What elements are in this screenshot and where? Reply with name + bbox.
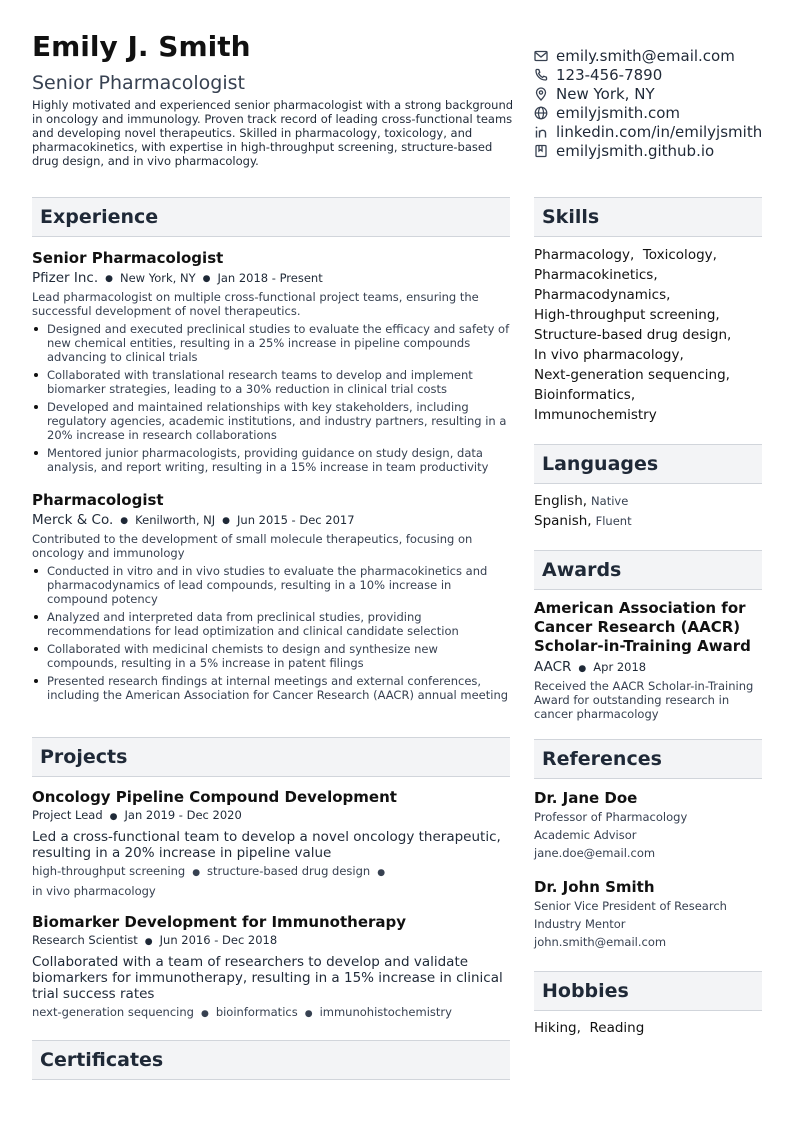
award-meta: AACR ● Apr 2018 — [534, 659, 647, 675]
bullet-item: Collaborated with medicinal chemists to design and synthesize new compounds, resulting in a 5% increase in patent filings — [32, 642, 510, 670]
job-title: Senior Pharmacologist — [32, 249, 224, 267]
project-meta: Project Lead ● Jan 2019 - Dec 2020 — [32, 808, 242, 822]
contact-location — [534, 84, 790, 103]
project-role: Research Scientist — [32, 933, 138, 947]
skills-list — [534, 245, 764, 425]
github-text: emilyjsmith.github.io — [556, 141, 715, 160]
bullet-item: Presented research findings at internal meetings and external conferences, including the American Association for Cancer Research (AACR) annual meeting — [32, 674, 510, 702]
job-company: Merck & Co. — [32, 512, 114, 528]
job-description: Contributed to the development of small molecule therapeutics, focusing on oncology and immunology — [32, 532, 473, 560]
hobbies-heading: Hobbies — [534, 971, 762, 1011]
globe-icon — [534, 106, 548, 120]
contact-phone[interactable] — [534, 65, 790, 84]
project-dates: Jan 2019 - Dec 2020 — [124, 808, 242, 822]
bullet-item: Conducted in vitro and in vivo studies to evaluate the pharmacokinetics and pharmacodynamics of lead compounds, resulting in a 10% increase in compound potency — [32, 564, 510, 606]
certificates-heading: Certificates — [32, 1040, 510, 1080]
language-name: English, — [534, 493, 588, 509]
projects-heading: Projects — [32, 737, 510, 777]
project-entry — [32, 912, 510, 1023]
job-location: Kenilworth, NJ — [135, 513, 216, 527]
reference-relation: Academic Advisor — [534, 828, 637, 842]
job-bullets — [32, 564, 510, 702]
phone-icon — [534, 68, 548, 82]
project-tag: high-throughput screening — [32, 864, 186, 878]
project-entry — [32, 787, 510, 900]
candidate-name: Emily J. Smith — [32, 30, 251, 63]
skill-item: High-throughput screening, — [534, 307, 720, 323]
award-title: American Association for Cancer Research (AACR) Scholar-in-Training Award — [534, 599, 751, 655]
linkedin-icon — [534, 125, 548, 139]
project-tags: next-generation sequencing ● bioinformatics ● immunohistochemistry — [32, 1005, 452, 1019]
hobby-item: Reading — [589, 1020, 645, 1036]
contact-list — [534, 46, 790, 160]
skill-item: Structure-based drug design, — [534, 327, 732, 343]
skill-item: Pharmacology, — [534, 247, 635, 263]
languages-list — [534, 491, 764, 531]
experience-entry — [32, 248, 510, 478]
award-entry — [534, 599, 764, 721]
job-location: New York, NY — [120, 271, 196, 285]
award-description: Received the AACR Scholar-in-Training Award for outstanding research in cancer pharmacology — [534, 679, 754, 721]
project-description: Led a cross-functional team to develop a novel oncology therapeutic, resulting in a 20% increase in pipeline value — [32, 829, 501, 861]
experience-heading: Experience — [32, 197, 510, 237]
language-item — [534, 491, 764, 511]
project-role: Project Lead — [32, 808, 103, 822]
bullet-item: Collaborated with translational research teams to develop and implement biomarker strategies, leading to a 30% reduction in clinical trial costs — [32, 368, 510, 396]
job-company: Pfizer Inc. — [32, 270, 99, 286]
project-tag: immunohistochemistry — [319, 1005, 452, 1019]
reference-name: Dr. Jane Doe — [534, 789, 638, 807]
reference-entry — [534, 877, 764, 951]
skill-item: Toxicology, — [642, 247, 717, 263]
language-item — [534, 511, 764, 531]
map-pin-icon — [534, 87, 548, 101]
skill-item: Pharmacodynamics, — [534, 287, 671, 303]
project-meta: Research Scientist ● Jun 2016 - Dec 2018 — [32, 933, 278, 947]
candidate-title: Senior Pharmacologist — [32, 72, 245, 94]
project-description: Collaborated with a team of researchers to develop and validate biomarkers for immunotherapy, resulting in a 15% increase in clinical trial success rates — [32, 954, 503, 1002]
project-tag: structure-based drug design — [207, 864, 371, 878]
project-tag: bioinformatics — [215, 1005, 298, 1019]
skill-item: Next-generation sequencing, — [534, 367, 730, 383]
award-date: Apr 2018 — [593, 660, 647, 674]
bookmark-icon — [534, 144, 548, 158]
bullet-item: Designed and executed preclinical studies to evaluate the efficacy and safety of new chemical entities, resulting in a 25% increase in pipeline compounds advancing to clinical trials — [32, 322, 510, 364]
languages-heading: Languages — [534, 444, 762, 484]
phone-text: 123-456-7890 — [556, 65, 663, 84]
job-title: Pharmacologist — [32, 491, 164, 509]
reference-email[interactable]: jane.doe@email.com — [534, 846, 656, 860]
bullet-item: Developed and maintained relationships with key stakeholders, including regulatory agencies, academic institutions, and industry partners, resulting in a 20% increase in research collaborations — [32, 400, 510, 442]
references-heading: References — [534, 739, 762, 779]
contact-github[interactable] — [534, 141, 790, 160]
reference-relation: Industry Mentor — [534, 917, 626, 931]
project-tag: in vivo pharmacology — [32, 884, 156, 898]
project-title: Oncology Pipeline Compound Development — [32, 788, 397, 806]
awards-heading: Awards — [534, 550, 762, 590]
project-tags: high-throughput screening ● structure-based drug design ● in vivo pharmacology — [32, 864, 386, 898]
job-description: Lead pharmacologist on multiple cross-functional project teams, ensuring the successful development of novel therapeutics. — [32, 290, 479, 318]
project-tag: next-generation sequencing — [32, 1005, 194, 1019]
project-title: Biomarker Development for Immunotherapy — [32, 913, 407, 931]
skills-heading: Skills — [534, 197, 762, 237]
hobby-item: Hiking, — [534, 1020, 581, 1036]
award-issuer: AACR — [534, 659, 572, 675]
experience-entry — [32, 490, 510, 706]
website-text: emilyjsmith.com — [556, 103, 681, 122]
bullet-item: Analyzed and interpreted data from preclinical studies, providing recommendations for lead optimization and clinical candidate selection — [32, 610, 510, 638]
language-name: Spanish, — [534, 513, 592, 529]
reference-position: Professor of Pharmacology — [534, 810, 688, 824]
location-text: New York, NY — [556, 84, 655, 103]
skill-item: Immunochemistry — [534, 407, 657, 423]
job-dates: Jun 2015 - Dec 2017 — [237, 513, 355, 527]
job-meta: Pfizer Inc. ● New York, NY ● Jan 2018 - Present — [32, 270, 323, 286]
reference-email[interactable]: john.smith@email.com — [534, 935, 667, 949]
language-level: Native — [591, 494, 629, 508]
project-dates: Jun 2016 - Dec 2018 — [159, 933, 278, 947]
reference-entry — [534, 788, 764, 862]
summary: Highly motivated and experienced senior pharmacologist with a strong background in oncology and immunology. Proven track record of leading cross-functional teams and developing novel therapeutics. Skilled in pharmacology, toxicology, and pharmacokinetics, with expertise in high-throughput screening, structure-based drug design, and in vivo pharmacology. — [32, 98, 514, 168]
language-level: Fluent — [595, 514, 632, 528]
skill-item: In vivo pharmacology, — [534, 347, 684, 363]
skill-item: Bioinformatics, — [534, 387, 636, 403]
linkedin-text: linkedin.com/in/emilyjsmith — [556, 122, 763, 141]
job-dates: Jan 2018 - Present — [217, 271, 323, 285]
job-meta: Merck & Co. ● Kenilworth, NJ ● Jun 2015 - Dec 2017 — [32, 512, 355, 528]
job-bullets — [32, 322, 510, 474]
hobbies-list — [534, 1018, 764, 1038]
contact-email[interactable] — [534, 46, 790, 65]
skill-item: Pharmacokinetics, — [534, 267, 658, 283]
mail-icon — [534, 49, 548, 63]
bullet-item: Mentored junior pharmacologists, providing guidance on study design, data analysis, and report writing, resulting in a 15% increase in team productivity — [32, 446, 510, 474]
contact-linkedin[interactable] — [534, 122, 790, 141]
reference-position: Senior Vice President of Research — [534, 899, 727, 913]
contact-website[interactable] — [534, 103, 790, 122]
reference-name: Dr. John Smith — [534, 878, 655, 896]
email-text: emily.smith@email.com — [556, 46, 735, 65]
